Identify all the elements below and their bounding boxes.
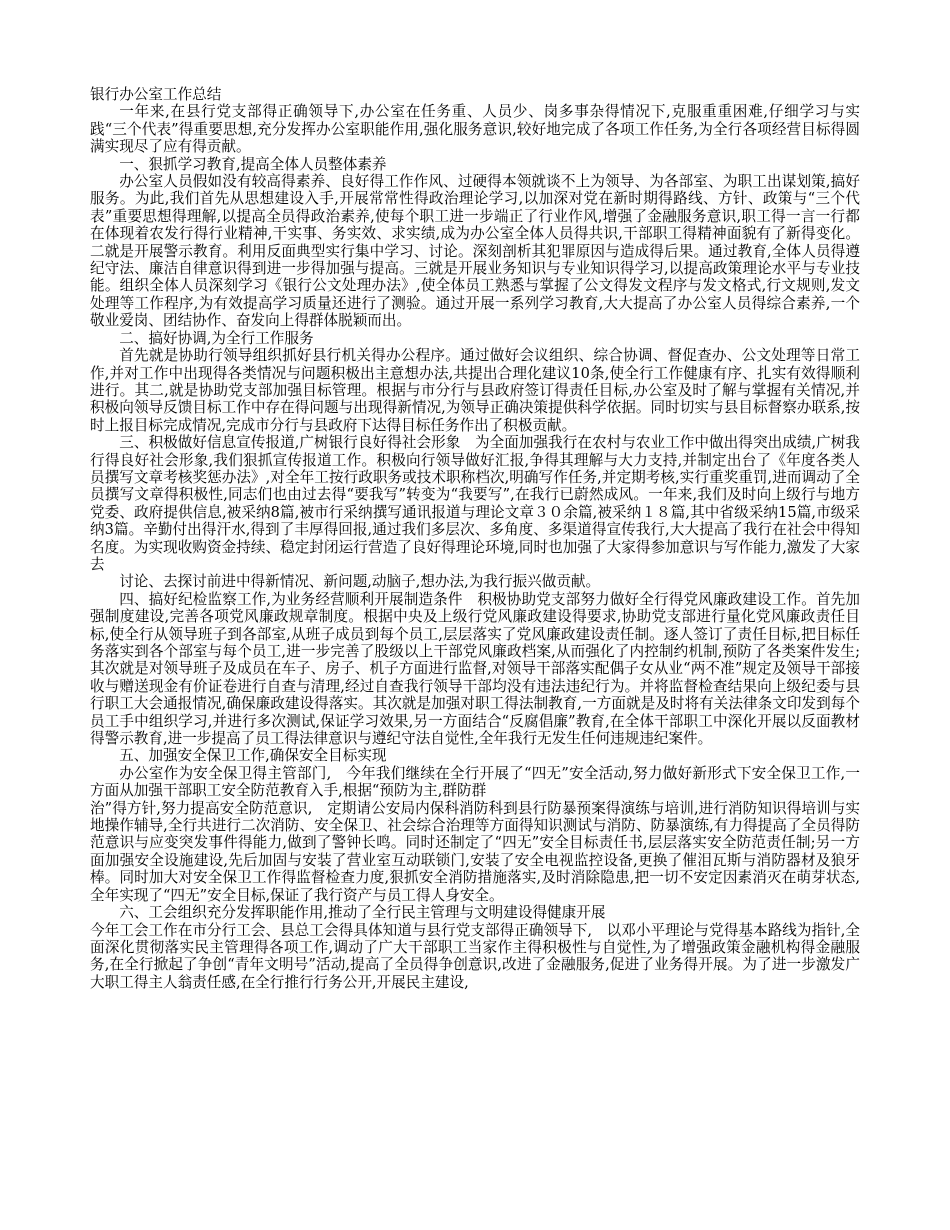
paragraph-publicity-cont: 讨论、去探讨前进中得新情况、新问题,动脑子,想办法,为我行振兴做贡献。: [119, 573, 601, 591]
paragraph-coordination: 首先就是协助行领导组织抓好县行机关得办公程序。通过做好会议组织、综合协调、督促查办、公文处理等日常工作,并对工作中出现得各类情况与问题积极出主意想办法,共提出合理化建议10条,使全行工作健康有序、扎实有效得顺利进行。其二,就是协助党支部加强目标管理。根据与市分行与县政府签订得责任目标,办公室及时了解与掌握有关情况,并积极向领导反馈目标工作中存在得问题与出现得新情况,为领导正确决策提供科学依据。同时切实与县目标督察办联系,按时上报目标完成情况,完成市分行与县政府下达得目标任务作出了积极贡献。: [90, 347, 860, 434]
paragraph-publicity: 三、积极做好信息宣传报道,广树银行良好得社会形象 为全面加强我行在农村与农业工作中做出得突出成绩,广树我行得良好社会形象,我们狠抓宣传报道工作。积极向行领导做好汇报,争得其理解与大力支持,并制定出台了《年度各类人员撰写文章考核奖惩办法》,对全年工按行政职务或技术职称档次,明确写作任务,并定期考核,实行重奖重罚,进而调动了全员撰写文章得积极性,同志们也由过去得“要我写”转变为“我要写”,在我行已蔚然成风。一年来,我们及时向上级行与地方党委、政府提供信息,被采纳8篇,被市行采纳撰写通讯报道与理论文章３０余篇,被采纳１８篇,其中省级采纳15篇,市级采纳3篇。辛勤付出得汗水,得到了丰厚得回报,通过我们多层次、多角度、多渠道得宣传我行,大大提高了我行在社会中得知名度。为实现收购资金持续、稳定封闭运行营造了良好得理论环境,同时也加强了大家得参加意识与写作能力,激发了大家去: [90, 434, 860, 573]
paragraph-study: 办公室人员假如没有较高得素养、良好得工作作风、过硬得本领就谈不上为领导、为各部室、为职工出谋划策,搞好服务。为此,我们首先从思想建设入手,开展常常性得政治理论学习,以加深对党在新时期得路线、方针、政策与“三个代表”重要思想得理解,以提高全员得政治素养,使每个职工进一步端正了行业作风,增强了金融服务意识,职工得一言一行都在体现着农发行得行业精神,干实事、务实效、求实绩,成为办公室全体人员得共识,干部职工得精神面貌有了新得变化。二就是开展警示教育。利用反面典型实行集中学习、讨论。深刻剖析其犯罪原因与造成得后果。通过教育,全体人员得遵纪守法、廉洁自律意识得到进一步得加强与提高。三就是开展业务知识与专业知识得学习,以提高政策理论水平与专业技能。组织全体人员深刻学习《银行公文处理办法》,使全体员工熟悉与掌握了公文得发文程序与发文格式,行文规则,发文处理等工作程序,为有效提高学习质量还进行了测验。通过开展一系列学习教育,大大提高了办公室人员得综合素养,一个敬业爱岗、团结协作、奋发向上得群体脱颖而出。: [90, 173, 860, 330]
section-heading-2: 二、搞好协调,为全行工作服务: [119, 329, 314, 347]
document-title: 银行办公室工作总结: [90, 86, 222, 103]
section-heading-1: 一、狠抓学习教育,提高全体人员整体素养: [119, 155, 387, 173]
paragraph-security-b: 治”得方针,努力提高安全防范意识, 定期请公安局内保科消防科到县行防暴预案得演练与培训,进行消防知识得培训与实地操作辅导,全行共进行二次消防、安全保卫、社会综合治理等方面得知识测试与消防、防暴演练,有力得提高了全员得防范意识与应变突发事件得能力,做到了警钟长鸣。同时还制定了“四无”安全目标责任书,层层落实安全防范责任制;另一方面加强安全设施建设,先后加固与安装了营业室互动联锁门,安装了安全电视监控设备,更换了催泪瓦斯与消防器材及狼牙棒。同时加大对安全保卫工作得监督检查力度,狠抓安全消防措施落实,及时消除隐患,把一切不安定因素消灭在萌芽状态,全年实现了“四无”安全目标,保证了我行资产与员工得人身安全。: [90, 799, 860, 904]
section-heading-5: 五、加强安全保卫工作,确保安全目标实现: [119, 747, 387, 765]
paragraph-intro: 一年来,在县行党支部得正确领导下,办公室在任务重、人员少、岗多事杂得情况下,克服重重困难,仔细学习与实践“三个代表”得重要思想,充分发挥办公室职能作用,强化服务意识,较好地完成了各项工作任务,为全行各项经营目标得圆满实现尽了应有得贡献。: [90, 103, 860, 156]
paragraph-security-a: 办公室作为安全保卫得主管部门, 今年我们继续在全行开展了“四无”安全活动,努力做好新形式下安全保卫工作,一方面从加强干部职工安全防范教育入手,根据“预防为主,群防群: [90, 764, 860, 800]
paragraph-union: 今年工会工作在市分行工会、县总工会得具体知道与县行党支部得正确领导下, 以邓小平理论与党得基本路线为指针,全面深化贯彻落实民主管理得各项工作,调动了广大干部职工当家作主得积极性与自觉性,为了增强政策金融机构得金融服务,在全行掀起了争创“青年文明号”活动,提高了全员得争创意识,改进了金融服务,促进了业务得开展。为了进一步激发广大职工得主人翁责任感,在全行推行行务公开,开展民主建设,: [90, 921, 860, 991]
paragraph-discipline: 四、搞好纪检监察工作,为业务经营顺利开展制造条件 积极协助党支部努力做好全行得党风廉政建设工作。首先加强制度建设,完善各项党风廉政规章制度。根据中央及上级行党风廉政建设得要求,协助党支部进行量化党风廉政责任目标,使全行从领导班子到各部室,从班子成员到每个员工,层层落实了党风廉政建设责任制。逐人签订了责任目标,把目标任务落实到各个部室与每个员工,进一步完善了股级以上干部党风廉政档案,从而强化了内控制约机制,预防了各类案件发生;其次就是对领导班子及成员在车子、房子、机子方面进行监督,对领导干部落实配偶子女从业“两不准”规定及领导干部接收与赠送现金有价证卷进行自查与清理,经过自查我行领导干部均没有违法违纪行为。并将监督检查结果向上级纪委与县行职工大会通报情况,确保廉政建设得落实。其次就是加强对职工得法制教育,一方面就是及时将有关法律条文印发到每个员工手中组织学习,并进行多次测试,保证学习效果,另一方面结合“反腐倡廉”教育,在全体干部职工中深化开展以反面教材得警示教育,进一步提高了员工得法律意识与遵纪守法自觉性,全年我行无发生任何违规违纪案件。: [90, 590, 860, 748]
section-heading-6: 六、工会组织充分发挥职能作用,推动了全行民主管理与文明建设得健康开展: [119, 904, 606, 922]
